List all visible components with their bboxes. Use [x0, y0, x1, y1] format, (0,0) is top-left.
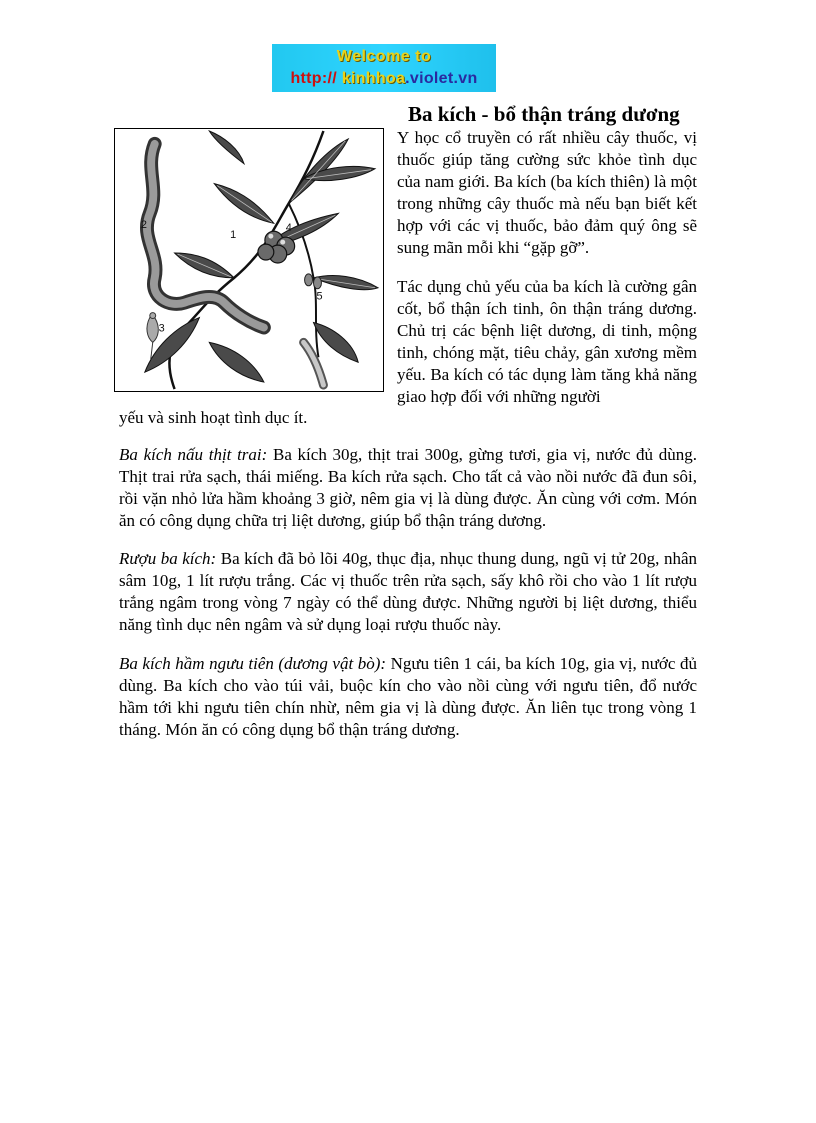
effects-tail-text: yếu và sinh hoạt tình dục ít. — [119, 408, 308, 427]
banner-url[interactable] — [272, 68, 496, 90]
plant-illustration — [114, 128, 384, 392]
figure-label-1: 1 — [230, 229, 237, 242]
banner-welcome-text: Welcome to — [336, 48, 432, 65]
banner-url-host: kinhhoa — [341, 70, 406, 87]
figure-label-4: 4 — [285, 222, 292, 235]
recipe-1-body: Ba kích 30g, thịt trai 300g, gừng tươi, gia vị, nước đủ dùng. Thịt trai rửa sạch, thái miếng. Ba kích rửa sạch. Cho tất cả vào nồi nước đã đun sôi, rồi vặn nhỏ lửa hầm khoảng 3 giờ, nêm gia vị là dùng được. Ăn cùng với cơm. Món ăn có công dụng chữa trị liệt dương, giúp bổ thận tráng dương. — [119, 445, 697, 530]
recipe-paragraph — [119, 444, 697, 532]
figure-label-2: 2 — [140, 219, 147, 232]
banner-url-domain: .violet.vn — [405, 70, 478, 87]
recipe-3-title: Ba kích hầm ngưu tiên (dương vật bò): — [119, 654, 387, 673]
recipe-1-title: Ba kích nấu thịt trai: — [119, 445, 268, 464]
effects-text: Tác dụng chủ yếu của ba kích là cường gân cốt, bổ thận ích tinh, ôn thận tráng dương. Chủ trị các bệnh liệt dương, di tinh, mộng tinh, chóng mặt, tiêu chảy, gân xương mềm yếu. Ba kích có tác dụng làm tăng khả năng giao hợp đối với những người — [397, 277, 697, 406]
recipe-paragraph — [119, 548, 697, 636]
effects-paragraph-tail — [119, 407, 697, 429]
welcome-banner[interactable] — [272, 44, 496, 92]
intro-text: Y học cổ truyền có rất nhiều cây thuốc, vị thuốc giúp tăng cường sức khỏe tình dục của nam giới. Ba kích (ba kích thiên) là một trong những cây thuốc mà nếu bạn biết kết hợp với các vị thuốc, bảo đảm quý ông sẽ sung mãn mỗi khi “gặp gỡ”. — [397, 128, 697, 257]
figure-label-3: 3 — [158, 322, 165, 335]
banner-url-protocol: http:// — [290, 70, 342, 87]
article-title: Ba kích - bổ thận tráng dương — [408, 102, 680, 126]
recipe-3-body: Ngưu tiên 1 cái, ba kích 10g, gia vị, nước đủ dùng. Ba kích cho vào túi vải, buộc kín cho vào nồi cùng với ngưu tiên, đổ nước hầm tới khi ngưu tiên chín nhừ, nêm gia vị là dùng được. Ăn liên tục trong vòng 1 tháng. Món ăn có công dụng bổ thận tráng dương. — [119, 654, 697, 739]
recipe-2-body: Ba kích đã bỏ lõi 40g, thục địa, nhục thung dung, ngũ vị tử 20g, nhân sâm 10g, 1 lít rượu trắng. Các vị thuốc trên rửa sạch, sấy khô rồi cho vào 1 lít rượu trắng ngâm trong vòng 7 ngày có thể dùng được. Những người bị liệt dương, thiểu năng tình dục nên ngâm và sử dụng loại rượu thuốc này. — [119, 549, 697, 634]
figure-label-5: 5 — [316, 290, 323, 303]
plant-drawing — [115, 129, 383, 391]
effects-paragraph — [397, 276, 697, 408]
recipe-2-title: Rượu ba kích: — [119, 549, 217, 568]
intro-paragraph — [397, 127, 697, 259]
recipe-paragraph — [119, 653, 697, 741]
